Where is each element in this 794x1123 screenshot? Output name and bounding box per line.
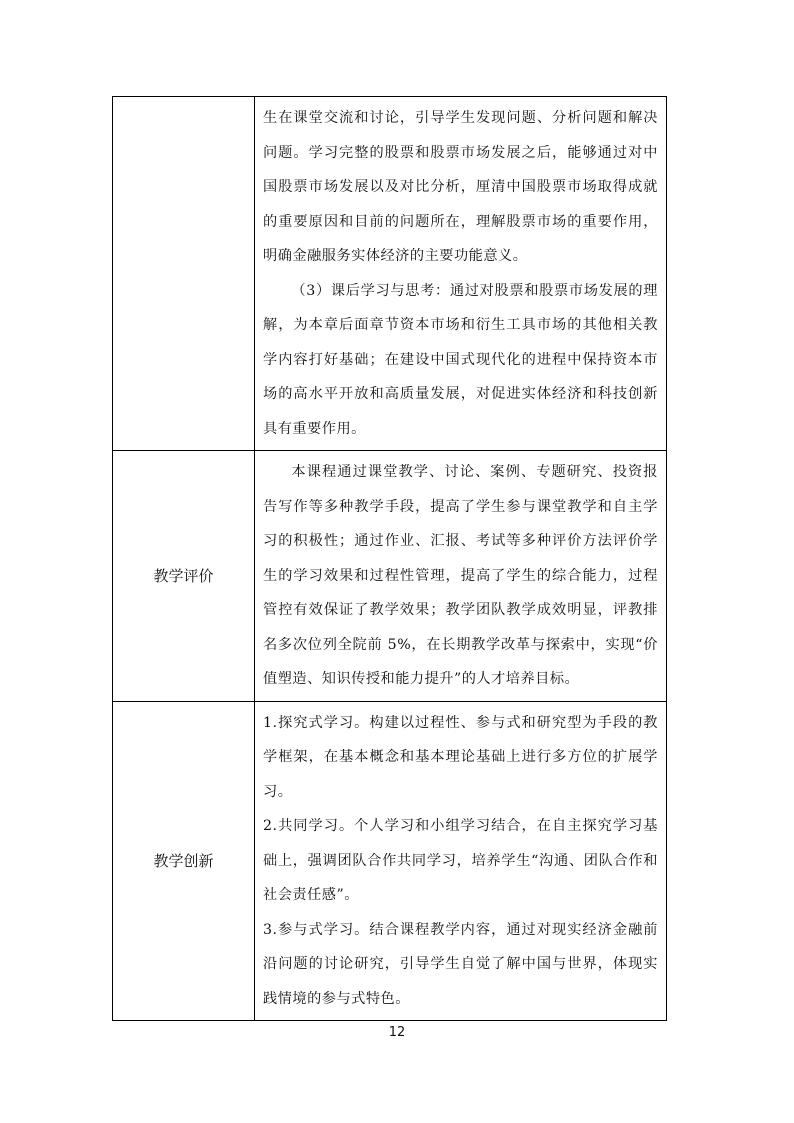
row-label-empty (113, 97, 255, 451)
row-label-teaching-evaluation: 教学评价 (113, 451, 255, 702)
row-content-teaching-evaluation (255, 451, 667, 702)
paragraph-innovation-2: 2.共同学习。个人学习和小组学习结合，在自主探究学习基础上，强调团队合作共同学习，培养学生“沟通、团队合作和社会责任感”。 (263, 818, 658, 903)
paragraph-innovation-3: 3.参与式学习。结合课程教学内容，通过对现实经济金融前沿问题的讨论研究，引导学生自觉了解中国与世界，体现实践情境的参与式特色。 (263, 921, 658, 1007)
paragraph-evaluation: 本课程通过课堂教学、讨论、案例、专题研究、投资报告写作等多种教学手段，提高了学生参与课堂教学和自主学习的积极性；通过作业、汇报、考试等多种评价方法评价学生的学习效果和过程性管理，提高了学生的综合能力，过程管控有效保证了教学效果；教学团队教学成效明显，评教排名多次位列全院前 5%，在长期教学改革与探索中，实现“价值塑造、知识传授和能力提升”的人才培养目标。 (263, 464, 658, 687)
row-content-teaching-innovation (255, 701, 667, 1021)
table-row-continuation (113, 97, 667, 451)
paragraph-after-class-study: （3）课后学习与思考：通过对股票和股票市场发展的理解，为本章后面章节资本市场和衍生工具市场的其他相关教学内容打好基础；在建设中国式现代化的进程中保持资本市场的高水平开放和高质量发展，对促进实体经济和科技创新具有重要作用。 (263, 282, 658, 437)
page-number: 12 (388, 1025, 406, 1040)
paragraph-continuation: 生在课堂交流和讨论，引导学生发现问题、分析问题和解决问题。学习完整的股票和股票市场发展之后，能够通过对中国股票市场发展以及对比分析，厘清中国股票市场取得成就的重要原因和目前的问题所在，理解股票市场的重要作用，明确金融服务实体经济的主要功能意义。 (263, 110, 658, 264)
table-row-teaching-evaluation (113, 451, 667, 702)
row-content-continuation (255, 97, 667, 451)
table-row-teaching-innovation (113, 701, 667, 1021)
paragraph-innovation-1: 1.探究式学习。构建以过程性、参与式和研究型为手段的教学框架，在基本概念和基本理论基础上进行多方位的扩展学习。 (263, 714, 658, 800)
document-table (112, 96, 667, 1021)
row-label-teaching-innovation: 教学创新 (113, 701, 255, 1021)
